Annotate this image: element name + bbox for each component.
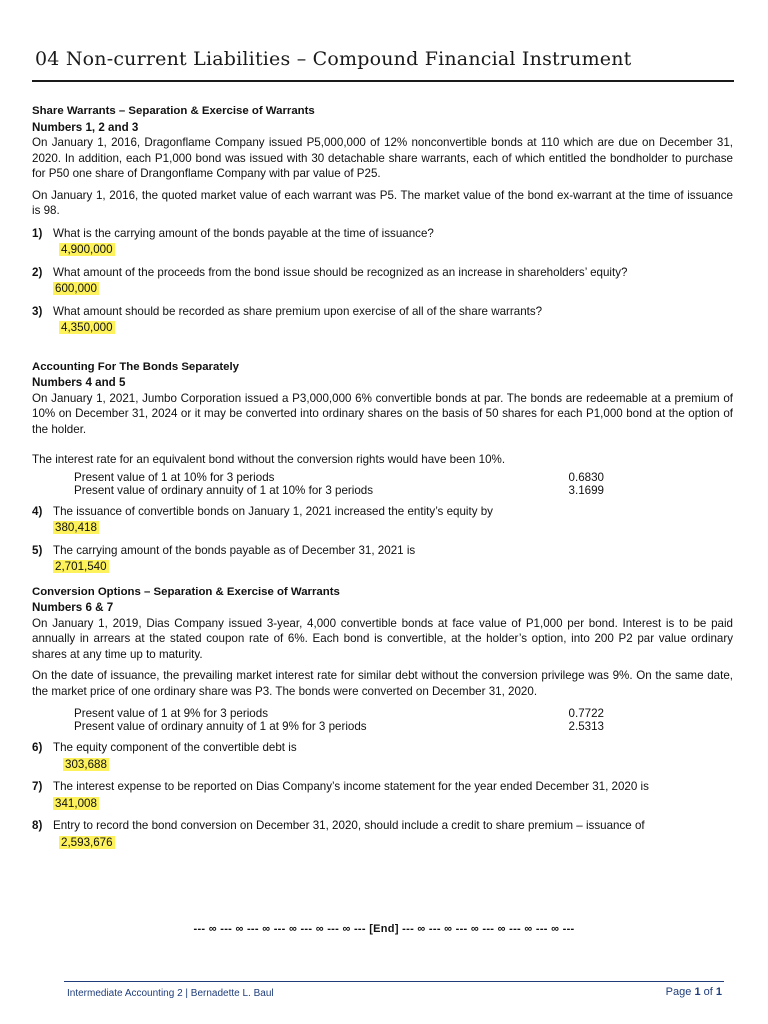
pv-value: 3.1699 xyxy=(568,483,604,497)
section-numbers: Numbers 1, 2 and 3 xyxy=(32,120,139,134)
pv-row xyxy=(74,707,604,720)
answer-highlight: 4,900,000 xyxy=(61,243,113,256)
problem-paragraph: On January 1, 2019, Dias Company issued 3-year, 4,000 convertible bonds at face value of P1,000 per bond. Interest is to be paid annually in arrears at the stated coupon rate of 6%. Each bond is convertible, at the holder’s option, into 200 P2 par value ordinary shares at any time up to maturity. xyxy=(32,616,733,661)
pv-row xyxy=(74,471,604,484)
question-item xyxy=(32,504,733,536)
section-heading: Share Warrants – Separation & Exercise of Warrants xyxy=(32,105,315,117)
pv-label: Present value of 1 at 10% for 3 periods xyxy=(74,470,275,484)
answer-highlight: 341,008 xyxy=(55,796,97,810)
question-text: The equity component of the convertible debt is xyxy=(53,741,297,754)
present-value-table xyxy=(74,707,604,733)
question-item xyxy=(32,818,733,850)
question-text: The interest expense to be reported on Dias Company’s income statement for the year ended December 31, 2020 is xyxy=(53,780,649,793)
page-title: 04 Non-current Liabilities – Compound Financial Instrument xyxy=(35,48,632,70)
question-number: 2) xyxy=(32,265,43,279)
answer-highlight: 4,350,000 xyxy=(61,321,113,334)
document-body xyxy=(32,104,733,850)
page-indicator xyxy=(666,985,722,1001)
problem-paragraph: On the date of issuance, the prevailing market interest rate for similar debt without the conversion privilege was 9%. On the same date, the market price of one ordinary share was P3. The bonds were converted on December 31, 2020. xyxy=(32,669,733,698)
pv-row xyxy=(74,720,604,733)
footer-course: Intermediate Accounting 2 | Bernadette L. Baul xyxy=(67,988,274,999)
question-text: The carrying amount of the bonds payable as of December 31, 2021 is xyxy=(53,543,416,557)
question-number: 8) xyxy=(32,819,43,832)
answer-highlight: 380,418 xyxy=(55,521,97,534)
question-text: Entry to record the bond conversion on December 31, 2020, should include a credit to share premium – issuance of xyxy=(53,819,645,832)
question-text: What amount of the proceeds from the bond issue should be recognized as an increase in shareholders’ equity? xyxy=(53,265,628,279)
pv-value: 0.7722 xyxy=(568,707,604,720)
section-conversion-options xyxy=(32,585,733,851)
section-heading: Conversion Options – Separation & Exercise of Warrants xyxy=(32,585,340,598)
end-marker: --- ∞ --- ∞ --- ∞ --- ∞ --- ∞ --- ∞ --- [End] --- ∞ --- ∞ --- ∞ --- ∞ --- ∞ --- ∞ --- xyxy=(193,923,575,935)
question-item xyxy=(32,265,733,297)
pv-value: 0.6830 xyxy=(568,470,604,484)
question-item xyxy=(32,226,733,258)
of-word: of xyxy=(703,986,713,998)
page-total: 1 xyxy=(715,986,722,998)
question-item xyxy=(32,304,733,336)
pv-label: Present value of ordinary annuity of 1 at 9% for 3 periods xyxy=(74,720,367,733)
answer-highlight: 2,701,540 xyxy=(55,560,107,573)
problem-paragraph: On January 1, 2016, Dragonflame Company issued P5,000,000 of 12% nonconvertible bonds at 110 which are due on December 31, 2020. In addition, each P1,000 bond was issued with 30 detachable share warrants, each of which entitled the bondholder to purchase for P50 one share of Drangonflame Company with par value of P25. xyxy=(32,136,733,180)
pv-row xyxy=(74,484,604,497)
question-item xyxy=(32,779,733,811)
pv-label: Present value of ordinary annuity of 1 at 10% for 3 periods xyxy=(74,483,374,497)
question-number: 1) xyxy=(32,226,43,240)
answer-highlight: 2,593,676 xyxy=(61,835,113,849)
question-number: 3) xyxy=(32,304,43,318)
present-value-table xyxy=(74,471,604,497)
section-numbers: Numbers 4 and 5 xyxy=(32,376,126,389)
page-word: Page xyxy=(665,986,692,998)
section-heading: Accounting For The Bonds Separately xyxy=(32,360,239,373)
question-number: 5) xyxy=(32,543,43,557)
answer-highlight: 303,688 xyxy=(65,757,107,771)
question-number: 4) xyxy=(32,504,43,518)
question-text: The issuance of convertible bonds on January 1, 2021 increased the entity’s equity by xyxy=(53,504,493,518)
problem-paragraph: On January 1, 2021, Jumbo Corporation issued a P3,000,000 6% convertible bonds at par. The bonds are redeemable at a premium of 10% on December 31, 2024 or it may be converted into ordinary shares on the basis of 50 shares for each P1,000 bond at the option of the holder. xyxy=(32,391,733,436)
question-number: 7) xyxy=(32,780,43,793)
pv-label: Present value of 1 at 9% for 3 periods xyxy=(74,707,268,720)
pv-value: 2.5313 xyxy=(568,720,604,733)
question-item xyxy=(32,740,733,772)
page-number: 1 xyxy=(694,986,701,998)
problem-paragraph: On January 1, 2016, the quoted market value of each warrant was P5. The market value of the bond ex-warrant at the time of issuance is 98. xyxy=(32,188,733,217)
title-divider xyxy=(32,80,734,82)
question-number: 6) xyxy=(32,741,43,754)
footer-divider xyxy=(64,981,724,982)
question-item xyxy=(32,543,733,575)
section-bonds-separately xyxy=(32,360,733,575)
question-text: What amount should be recorded as share premium upon exercise of all of the share warrants? xyxy=(53,304,543,318)
question-text: What is the carrying amount of the bonds payable at the time of issuance? xyxy=(53,226,434,240)
answer-highlight: 600,000 xyxy=(55,282,97,295)
problem-paragraph: The interest rate for an equivalent bond without the conversion rights would have been 10%. xyxy=(32,453,506,466)
section-share-warrants xyxy=(32,104,733,336)
section-numbers: Numbers 6 & 7 xyxy=(32,601,114,614)
